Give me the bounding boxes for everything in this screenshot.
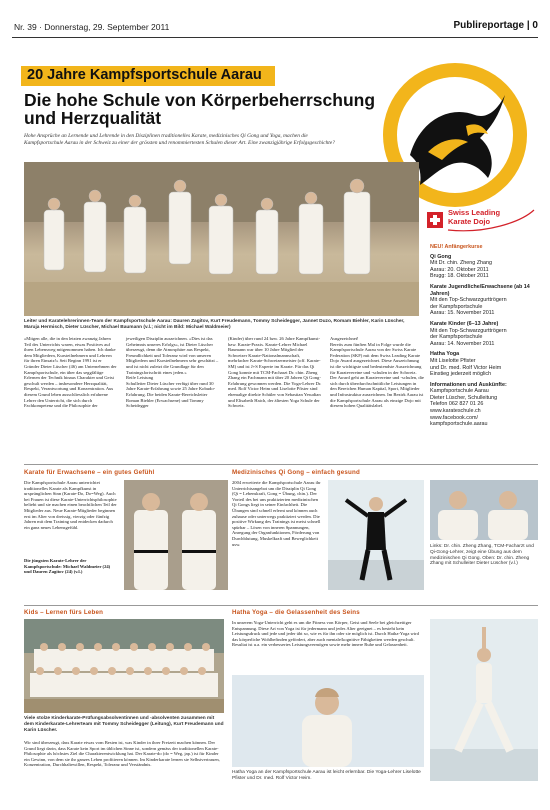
karate-adults-title: Karate für Erwachsene – ein gutes Gefühl xyxy=(24,469,155,476)
sidebar-line: Dieter Lüscher, Schulleitung xyxy=(430,394,498,401)
team-photo xyxy=(24,162,419,316)
sidebar-block xyxy=(430,284,538,317)
sidebar-line: Telefon 062 827 01 26 xyxy=(430,401,484,408)
kids-text: Wir sind überzeugt, dass Karate etwas vom Besten ist, was Kinder in ihrer Freizeit machen können. Der Grund liegt darin, dass Karate kein Sport im üblichen Sinne ist, sondern gemäss der traditionellen Karate-Philosophie als höchstes Ziel die Charakterentwicklung hat. Der Karate-do (do = Weg, jap.) ist für Kinder ein Gewinn, von dem sie ihr ganzes Leben profitieren können. Im Kinderkarate lernen sie Selbstvertrauen, Konzentration, Durchhaltewillen, Respekt, Toleranz und Verständnis. xyxy=(24,740,220,768)
sidebar-line: Mit den Top-Schwarzgurttrögern xyxy=(430,297,507,304)
qigong-teachers-photo xyxy=(430,480,538,540)
headline-line1: Die hohe Schule von Körperbeherrschung xyxy=(24,90,376,110)
sidebar-new-title: NEU! Anfängerkurse xyxy=(430,244,483,250)
sidebar-line: Aarau: 14. November 2011 xyxy=(430,340,495,347)
sidebar-line: Brugg: 18. Oktober 2011 xyxy=(430,273,489,280)
lead-text: Hohe Ansprüche an Lernende und Lehrende in den Disziplinen traditionelles Karate, medizinisches Qi Gong und Yoga, machen die Kampfsportschule Aarau in der Schweiz zu einer der grössten und renommiertesten Schulen dieser Art. Eine zwanzigjährige Erfolgsgeschichte? xyxy=(24,133,335,146)
facebook-link[interactable]: www.facebook.com/ xyxy=(430,414,478,421)
section-rule xyxy=(24,605,538,606)
kicker-text: 20 Jahre Kampfsportschule Aarau xyxy=(27,67,262,83)
logo-line1: Swiss Leading xyxy=(448,208,501,217)
sidebar-block-title: Informationen und Auskünfte: xyxy=(430,381,507,388)
header-rule xyxy=(12,37,538,38)
sidebar-line: und Dr. med. Rolf Victor Heim xyxy=(430,364,502,371)
website-link[interactable]: www.karateschule.ch xyxy=(430,408,481,415)
sidebar-block xyxy=(430,351,538,377)
yoga-title: Hatha Yoga – die Gelassenheit des Seins xyxy=(232,609,360,616)
sidebar-block xyxy=(430,321,538,347)
yoga-pose-photo xyxy=(430,619,538,781)
qigong-title: Medizinisches Qi Gong – einfach gesund xyxy=(232,469,360,476)
body-column-3: (Kinder) über rund 24 bzw. 26 Jahre Kampfkunst-bzw. Karate-Praxis. Karate-Lehrer Michael Baumann war über 10 Jahre Mitglied der Schweizer Karate-Nationalmannschaft, mehrfacher Karate-Schweizermeister (off. Karate-SM) und ist J+S Experte im Karate. Für das Qi Gong konnte mit TCM-Facharzt Dr. chin. Zheng Zhang ein Fachmann mit über 20 Jahren Qi Gong-Erfahrung gewonnen werden. Die Yoga-Lehrer Dr. med. Rolf Victor Heim und Liselotte Pfister sind ehemalige direkte Schüler von Sebastian Yesudian und Elisabeth Haich, der ältesten Yoga Schule der Schweiz. xyxy=(228,336,322,409)
body-column-4: Ausgezeichnet! Bereits zum fünften Mal in Folge wurde die Kampfsportschule Aarau von der Swiss Karate Federation (SKF) mit dem Swiss Leading Karate Dojo Award ausgezeichnet. Diese Auszeichnung ist die wichtigste und bedeutendste Auszeichnung für Karatevereine und -schulen in der Schweiz. Der Award geht an Karatevereine und -schulen, die sich durch überdurchschnittliche Leistungen in den Bereichen Human Kapital, Sport, Mitglieder und Infrastruktur auszeichnen. Im Bezirk Aarau ist die Kampfsportschule Aarau als einzige Dojo mit diesem hohen Qualitätslabel. xyxy=(330,336,424,409)
section-label: Publireportage | 0 xyxy=(453,20,538,31)
yoga-text: In unserem Yoga-Unterricht geht es um die Fitness von Körper, Geist und Seele bei gleichzeitiger Entspannung. Diese Art von Yoga ist für jedermann und jedes Alter geeignet – es besteht kein Leistungsdruck und jede und jeder übt so, wie es für ihn oder sie möglich ist. Durch Hatha-Yoga wird das körperliche Wohlbefinden gefördert, aber auch mentale/kognitive Fähigkeiten werden geschult. Resultat ist u.a. ein verbessertes Leistungsvermögen sowie mehr innere Ruhe und Gelassenheit. xyxy=(232,620,419,648)
sidebar-line: Einstieg jederzeit möglich xyxy=(430,371,492,378)
sidebar-block xyxy=(430,382,538,428)
logo-line2: Karate Dojo xyxy=(448,217,491,226)
sidebar-line: Mit Liselotte Pfister xyxy=(430,357,476,364)
sidebar-line: der Kampfsportschule xyxy=(430,334,483,341)
section-rule xyxy=(24,464,538,465)
sidebar-line: Mit den Top-Schwarzgurttrögern xyxy=(430,327,507,334)
sidebar-block-title: Qi Gong xyxy=(430,253,452,260)
sidebar-block-title: Hatha Yoga xyxy=(430,351,460,358)
body-column-2: jeweiligen Disziplin auszeichnen. «Dies ist das Geheimnis unseres Erfolgs», ist Dieter Lüscher überzeugt, denn die Atmosphäre aus Respekt, Freundlichkeit und Toleranz wird von unseren Mitgliedern und Kursteilnehmern sehr geschätzt – und ist nicht zuletzt die Grundlage für den Trainingsfortschritt eines jeden.» Reife Leistung Schulleiter Dieter Lüscher verfügt über rund 30 Jahre Karate-Erfahrung sowie 25 Jahre Kobudo-Erfahrung. Die beiden Karate-Bereichsleiter Roman Biehler (Erwachsene) und Tommy Scheidegger xyxy=(126,336,219,409)
team-photo-caption: Leiter und Karatelehrerinnen-Team der Kampfsportschule Aarau: Dauren Zagitov, Kurt Freudemann, Tommy Scheidegger, Jannet Duzo, Romam Biehler, Karin Lüscher, Maruja Hermisch, Dieter Lüscher, Michael Baumann (v.l.; nicht im Bild: Michael Waldmeier) xyxy=(24,319,405,330)
qigong-exercise-photo xyxy=(328,480,424,590)
sidebar-line: Kampfsportschule Aarau xyxy=(430,388,489,395)
kids-caption: Viele stolze Kinderkarate-Prüfungsabsolventinnen und -absolventen zusammen mit dem Kinderkarate-Lehrerteam mit Tommy Scheidegger (Leitung), Kurt Freudemann und Karin Lüscher. xyxy=(24,716,224,733)
qigong-caption: Links: Dr. chin. Zheng Zhang, TCM-Facharzt und Qi-Gong-Lehrer, zeigt eine Übung aus dem medizinischen Qi Gong. Oben: Dr. chin. Zheng Zhang mit Schulleiter Dieter Lüscher (v.l.) xyxy=(430,544,534,567)
kids-photo xyxy=(24,619,224,713)
kids-title: Kids – Lernen fürs Leben xyxy=(24,609,104,616)
sidebar-line: der Kampfsportschule xyxy=(430,303,483,310)
yoga-teachers-photo xyxy=(232,675,424,767)
body-column-1: «Mitgen alle, die in den letzten zwanzig Jahren Teil des Unterrichts waren, etwas Positives auf ihren Lebensweg mitgenommen haben. Ich danke dem Mitgliedern, Kursteilnehmern und Lehrern für ihren Einsatz!» Seit Beginn 1991 ist er Gründer Dieter Lüscher (46) am Unternehmen der Kampfsportschule, ein über das seggfältige Erlernen der Technik hinaus Charakter und Geist geschult werden – insbesondere Herzqualität, Respekt, Verantwortung und Konzentration. Aus diesem Grund leben ausschliesslich erfahrene Lehrer den Unterricht, die sich durch Fachkompetenz und die Philosophie der xyxy=(24,336,117,409)
yoga-caption: Hatha Yoga an der Kampfsportschule Aarau ist leicht erlernbar. Die Yoga-Lehrer Liselotte Pfister und Dr. med. Rolf Victor Heim. xyxy=(232,770,421,781)
karate-adults-text: Die Kampfsportschule Aarau unterrichtet traditionelles Karate als Kampfkunst in ursprünglichen Sinn (Karate-Do, Do=Weg). Auch bei Frauen ist diese Karate-Unterrichtsphilosophie beliebt und sie machen einen beachtlichen Teil der Mitglieder aus. Neue Karate-Mitglieder beginnen erst im Alter von dreissig, vierzig oder fünfzig Jahren mit dem Training und entdecken dadurch ein ganz neues Lebensgefühl. xyxy=(24,480,117,530)
qigong-text: 2004 erweiterte die Kampfsportschule Aarau ihr Unterrichtsangebot um die Disziplin Qi Gong (Qi = Lebenskraft, Gong = Übung, chin.). Der Vorteil des bei uns praktizierten medizinischen Qi Gongs liegt in seiner Einfachheit. Die Übungen sind schnell erlernt und können auch zuhause oder unterwegs praktiziert werden. Die positive Wirkung des Trainings ist meist schnell spürbar – Lösen von inneren Spannungen, Anregung der Organfunktionen, Förderung von Durchblutung, Muskelkraft und Beweglichkeit usw. xyxy=(232,480,321,547)
headline-line2: und Herzqualität xyxy=(24,108,162,128)
facebook-link-cont[interactable]: kampfsportschule.aarau xyxy=(430,421,488,428)
sidebar-block xyxy=(430,254,538,280)
sidebar-line: Aarau: 15. November 2011 xyxy=(430,310,495,317)
sidebar xyxy=(430,244,538,428)
sidebar-line: Mit Dr. chin. Zheng Zhang xyxy=(430,260,493,267)
sidebar-line: Aarau: 20. Oktober 2011 xyxy=(430,266,489,273)
karate-adults-caption: Die jüngsten Karate-Lehrer der Kampfsportschule: Michael Waldmeier (24) und Dauren Zagitov (24) (v.l.) xyxy=(24,558,111,575)
sidebar-block-title: Karate Kinder (6–13 Jahre) xyxy=(430,320,499,327)
sidebar-block-title: Karate Jugendliche/Erwachsene (ab 14 Jahren) xyxy=(430,283,530,297)
karate-teachers-photo xyxy=(124,480,228,590)
issue-line: Nr. 39 · Donnerstag, 29. September 2011 xyxy=(14,22,170,32)
